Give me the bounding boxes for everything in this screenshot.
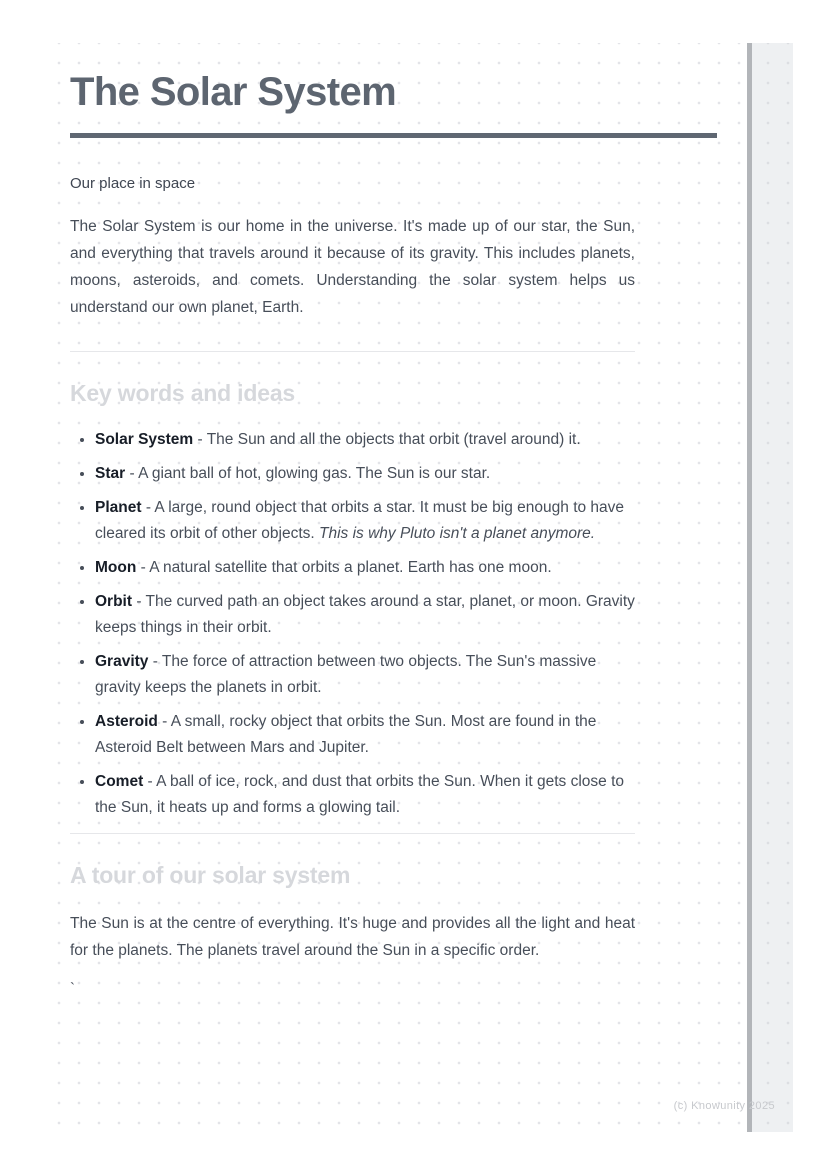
- page-subtitle: Our place in space: [70, 175, 196, 192]
- keyword-item: • Solar System - The Sun and all the objects that orbit (travel around) it.: [95, 427, 635, 453]
- keyword-term: Comet: [95, 773, 144, 790]
- keyword-item: • Planet - A large, round object that orbits a star. It must be big enough to have cleared its orbit of other objects. This is why Pluto isn't a planet anymore.: [95, 495, 635, 547]
- section-divider: [70, 833, 635, 834]
- title-underline-rule: [70, 133, 717, 138]
- page-title: The Solar System: [70, 70, 397, 114]
- keyword-italic-note: This is why Pluto isn't a planet anymore.: [314, 525, 596, 542]
- keywords-section-heading: Key words and ideas: [70, 380, 295, 406]
- keywords-list: [70, 427, 635, 821]
- stray-backtick-character: `: [70, 979, 75, 997]
- keyword-item: • Moon - A natural satellite that orbits a planet. Earth has one moon.: [95, 555, 635, 581]
- keyword-term: Orbit: [95, 593, 133, 610]
- keyword-term: Moon: [95, 559, 137, 576]
- intro-paragraph: The Solar System is our home in the universe. It's made up of our star, the Sun, and everything that travels around it because of its gravity. This includes planets, moons, asteroids, and comets. Understanding the solar system helps us understand our own planet, Earth.: [70, 218, 635, 316]
- keyword-term: Solar System: [95, 431, 194, 448]
- keyword-term: Planet: [95, 499, 142, 516]
- document-content: [70, 43, 635, 997]
- keyword-item: • Gravity - The force of attraction between two objects. The Sun's massive gravity keeps the planets in orbit.: [95, 649, 635, 701]
- section-divider: [70, 351, 635, 352]
- tour-section-heading: A tour of our solar system: [70, 862, 351, 888]
- keyword-item: • Star - A giant ball of hot, glowing gas. The Sun is our star.: [95, 461, 635, 487]
- copyright-watermark: (c) Knowunity 2025: [673, 1100, 775, 1112]
- keyword-term: Gravity: [95, 653, 149, 670]
- keyword-item: • Orbit - The curved path an object takes around a star, planet, or moon. Gravity keeps things in their orbit.: [95, 589, 635, 641]
- keyword-item: • Comet - A ball of ice, rock, and dust that orbits the Sun. When it gets close to the Sun, it heats up and forms a glowing tail.: [95, 769, 635, 821]
- keyword-item: • Asteroid - A small, rocky object that orbits the Sun. Most are found in the Asteroid Belt between Mars and Jupiter.: [95, 709, 635, 761]
- page-edge-strip: [752, 43, 793, 1132]
- tour-paragraph: The Sun is at the centre of everything. It's huge and provides all the light and heat for the planets. The planets travel around the Sun in a specific order.: [70, 915, 635, 959]
- keyword-term: Asteroid: [95, 713, 158, 730]
- keyword-term: Star: [95, 465, 126, 482]
